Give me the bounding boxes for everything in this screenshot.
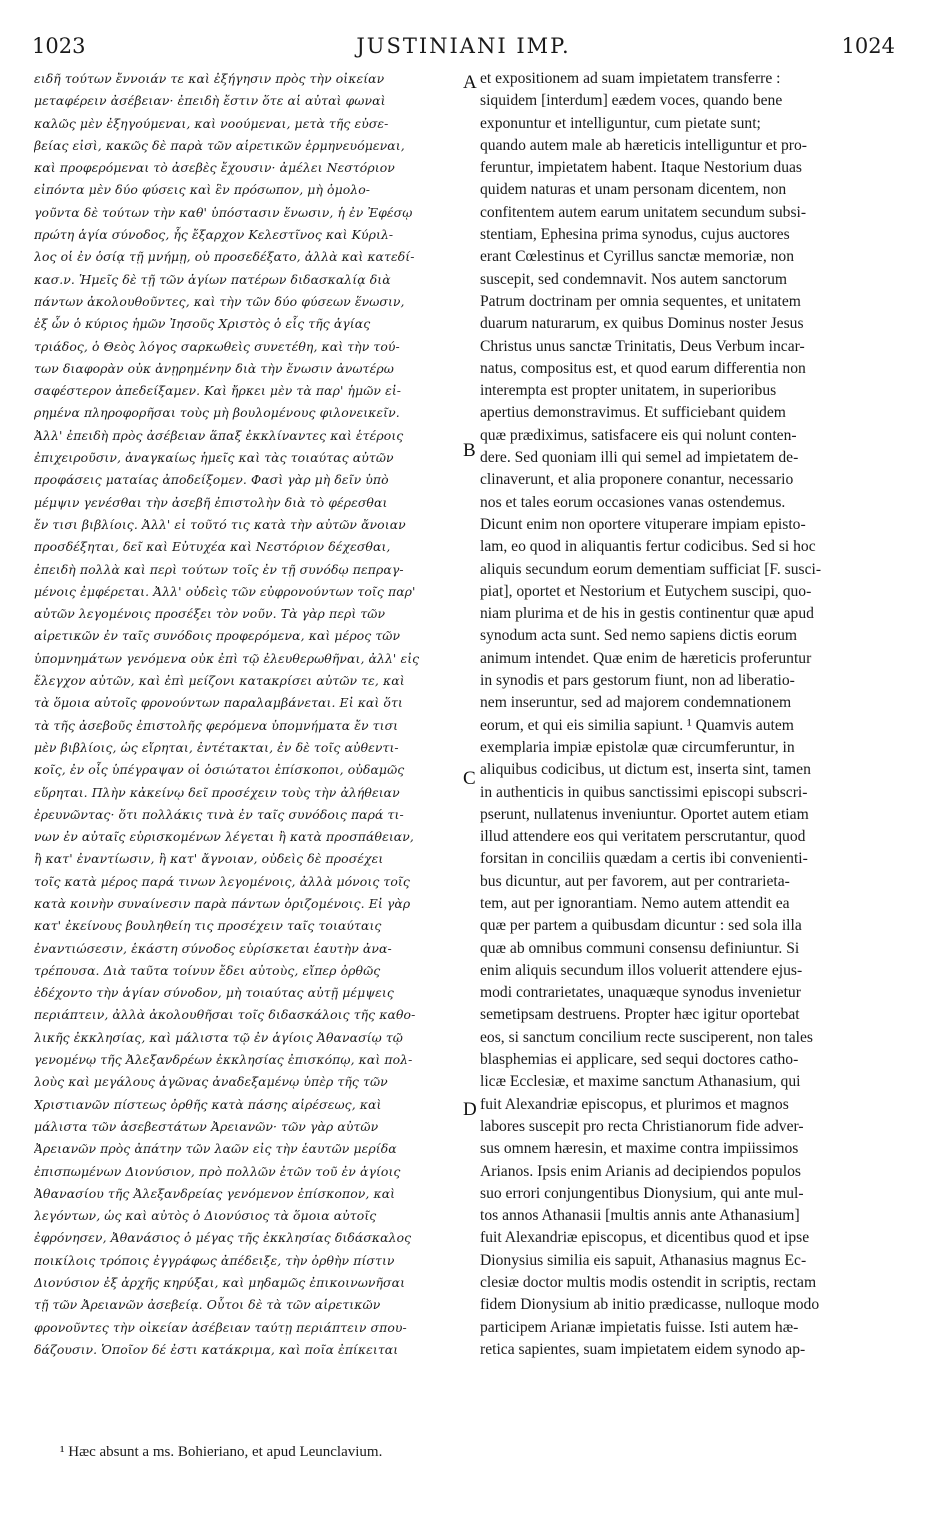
greek-text-line: ἐδέχοντο τὴν ἁγίαν σύνοδον, μὴ τοιαύτας αὐτῇ μέμψεις	[34, 985, 394, 1001]
footnote: ¹ Hæc absunt a ms. Bohieriano, et apud Leunclavium.	[60, 1444, 383, 1460]
latin-text-line: fuit Alexandriæ episcopus, et plurimos et magnos	[480, 1095, 789, 1113]
latin-text-line: pserunt, nullatenus inveniuntur. Oportet autem etiam	[480, 805, 809, 823]
greek-text-line: ἐφρόνησεν, Ἀθανάσιος ὁ μέγας τῆς ἐκκλησίας διδάσκαλος	[34, 1230, 412, 1246]
latin-text-line: aliquibus codicibus, ut dictum est, inserta sint, tamen	[480, 761, 811, 779]
latin-text-line: suscepit, sed condemnavit. Nos autem sanctorum	[480, 270, 788, 288]
greek-text-line: ἐξ ὧν ὁ κύριος ἡμῶν Ἰησοῦς Χριστὸς ὁ εἷς τῆς ἁγίας	[34, 316, 371, 332]
latin-text-line: fuit Alexandriæ episcopus, et dicentibus quod et ipse	[480, 1229, 810, 1247]
latin-text-line: duarum naturarum, ex quibus Dominus noster Jesus	[480, 315, 804, 333]
greek-text-line: αἱρετικῶν ἐν ταῖς συνόδοις προφερόμενα, καὶ μέρος τῶν	[34, 628, 401, 644]
greek-text-line: κοῖς, ἐν οἷς ὑπέγραψαν οἱ ὁσιώτατοι ἐπίσκοποι, οὐδαμῶς	[34, 762, 405, 778]
greek-text-line: τῇ τῶν Ἀρειανῶν ἀσεβείᾳ. Οὗτοι δὲ τὰ τῶν αἱρετικῶν	[34, 1297, 381, 1313]
greek-text-line: εὕρηται. Πλὴν κἀκείνῳ δεῖ προσέχειν τοὺς τὴν ἀλήθειαν	[34, 784, 400, 800]
latin-text-line: clinaverunt, et alia proponere conantur, necessario	[480, 471, 794, 489]
greek-text-line: πρώτη ἁγία σύνοδος, ἧς ἔξαρχον Κελεστῖνος καὶ Κύριλ-	[34, 227, 394, 243]
greek-text-line: καὶ προφερόμεναι τὸ ἀσεβὲς ἔχουσιν· ἀμέλει Νεστόριον	[34, 160, 395, 176]
latin-text-line: natus, compositus est, et quod earum differentia non	[480, 359, 806, 377]
latin-text-line: semetipsam destruens. Propter hæc igitur oportebat	[480, 1006, 800, 1024]
greek-column	[34, 68, 459, 1361]
latin-text-line: labores suscepit pro recta Christianorum fide adver-	[480, 1117, 804, 1135]
latin-text-line: tos annos Athanasii [multis annis ante Athanasium]	[480, 1207, 800, 1225]
greek-text-line: δάζουσιν. Ὁποῖον δέ ἐστι κατάκριμα, καὶ ποῖα ἐπίκειται	[34, 1341, 399, 1357]
latin-text-line: et expositionem ad suam impietatem transferre :	[480, 70, 781, 87]
greek-text-line: προφάσεις ματαίας ἀποδείξομεν. Φασὶ γὰρ μὴ δεῖν ὑπὸ	[34, 472, 389, 488]
greek-text-line: αὐτῶν λεγομένοις προσέξει τὸν νοῦν. Τὰ γὰρ περὶ τῶν	[34, 606, 386, 622]
latin-text-line: Dicunt enim non oportere vituperare impiam episto-	[480, 515, 806, 533]
section-marker-d: D	[463, 1099, 477, 1120]
latin-text-line: sus omnem hæresin, et maxime contra impiissimos	[480, 1140, 799, 1158]
greek-text-line: τὰ ὅμοια αὐτοῖς φρονούντων παραλαμβάνεται. Εἰ καὶ ὅτι	[34, 695, 403, 711]
greek-text-line: ειδῆ τούτων ἔννοιάν τε καὶ ἐξήγησιν πρὸς τὴν οἰκείαν	[34, 71, 385, 86]
greek-text-line: κατ' ἐκείνους βουληθείη τις προσέχειν ταῖς τοιαύταις	[34, 918, 382, 934]
greek-text-line: πάντων ἀκολουθοῦντες, καὶ τὴν τῶν δύο φύσεων ἕνωσιν,	[34, 293, 405, 309]
latin-text-line: synodum acta sunt. Sed nemo sapiens dictis eorum	[480, 627, 798, 645]
latin-text-line: exemplaria impiæ epistolæ quæ circumferuntur, in	[480, 738, 795, 756]
latin-text-line: niam plurima et de his in gestis continentur quæ apud	[480, 605, 814, 623]
greek-text-line: ρημένα πληροφορῆσαι τοὺς μὴ βουλομένους φιλονεικεῖν.	[34, 405, 400, 421]
latin-text-line: illud attendere eos qui veritatem perscrutantur, quod	[480, 828, 806, 846]
greek-text-line: τοῖς κατὰ μέρος παρά τινων λεγομένοις, ἀλλὰ μόνοις τοῖς	[34, 873, 410, 889]
latin-text-line: forsitan in conciliis quædam a certis ibi convenienti-	[480, 850, 808, 868]
greek-text-line: νων ἐν αὐταῖς εὑρισκομένων λέγεται ἢ κατὰ προσπάθειαν,	[34, 829, 414, 845]
greek-text-line: Ἀρειανῶν πρὸς ἀπάτην τῶν λαῶν εἰς τὴν ἑαυτῶν μερίδα	[34, 1141, 397, 1157]
section-marker-a: A	[463, 72, 477, 93]
latin-text-line: interempta est propter unitatem, in superioribus	[480, 382, 777, 400]
greek-text-line: τρέπουσα. Διὰ ταῦτα τοίνυν ἔδει αὐτοὺς, εἴπερ ὀρθῶς	[34, 962, 381, 978]
greek-text-line: ὑπομνημάτων γενόμενα οὐκ ἐπὶ τῷ ἐλευθερωθῆναι, ἀλλ' εἰς	[34, 650, 420, 666]
column-number-left: 1023	[32, 34, 86, 58]
section-marker-c: C	[463, 768, 476, 789]
greek-text-line: ἐρευνῶντας· ὅτι πολλάκις τινὰ ἐν ταῖς συνόδοις παρά τι-	[34, 806, 404, 822]
latin-text-line: Arianos. Ipsis enim Arianis ad decipiendos populos	[480, 1162, 801, 1180]
latin-text-line: quando autem male ab hæreticis intelliguntur et pro-	[480, 136, 807, 154]
latin-text-line: in synodis et pars gestorum fiunt, non ad liberatio-	[480, 672, 795, 690]
latin-text-line: Patrum doctrinam per omnia sequentes, et unitatem	[480, 292, 801, 310]
greek-text-line: ἐναντιώσεσιν, ἑκάστη σύνοδος εὑρίσκεται ἑαυτὴν ἀνα-	[34, 940, 392, 956]
greek-text-line: μὲν βιβλίοις, ὡς εἴρηται, ἐντέτακται, ἐν δὲ τοῖς αὐθεντι-	[34, 739, 399, 755]
latin-text-line: participem Arianæ impietatis fuisse. Isti autem hæ-	[480, 1318, 799, 1336]
latin-text-line: suo errori conjungentibus Dionysium, qui ante mul-	[480, 1184, 804, 1202]
greek-text-line: γενομένῳ τῆς Ἀλεξανδρέων ἐκκλησίας ἐπισκόπῳ, καὶ πολ-	[34, 1052, 413, 1068]
greek-text-line: μάλιστα τῶν ἀσεβεστάτων Ἀρειανῶν· τῶν γὰρ αὐτῶν	[34, 1118, 379, 1134]
latin-text-line: quæ ab omnibus communi consensu definiuntur. Si	[480, 939, 800, 957]
latin-text-line: in authenticis in quibus sanctissimi episcopi subscri-	[480, 783, 808, 801]
running-title: JUSTINIANI IMP.	[356, 34, 571, 58]
greek-text-line: λικῆς ἐκκλησίας, καὶ μάλιστα τῷ ἐν ἁγίοις Ἀθανασίῳ τῷ	[34, 1029, 403, 1045]
greek-text-line: κασ.ν. Ἡμεῖς δὲ τῇ τῶν ἁγίων πατέρων διδασκαλίᾳ διὰ	[34, 271, 391, 287]
greek-text-line: μέμψιν γενέσθαι τὴν ἀσεβῆ ἐπιστολὴν διὰ τὸ φέρεσθαι	[34, 494, 388, 510]
latin-text-line: blasphemias ei applicare, sed sequi doctores catho-	[480, 1051, 799, 1069]
latin-text-line: bus dicuntur, aut per favorem, aut per contrarieta-	[480, 872, 790, 890]
latin-text-line: dere. Sed quoniam illi qui semel ad impietatem de-	[480, 449, 799, 467]
greek-text-line: εἰπόντα μὲν δύο φύσεις καὶ ἓν πρόσωπον, μὴ ὁμολο-	[34, 182, 371, 198]
latin-text-line: apertius demonstravimus. Et sufficiebant quidem	[480, 404, 786, 422]
greek-text-line: Ἀλλ' ἐπειδὴ πρὸς ἀσέβειαν ἅπαξ ἐκκλίναντες καὶ ἑτέροις	[34, 427, 404, 443]
page-header	[32, 34, 895, 64]
section-marker-b: B	[463, 440, 476, 461]
greek-text-line: ἔλεγχον αὐτῶν, καὶ ἐπὶ μείζονι κατακρίσει αὐτῶν τε, καὶ	[34, 673, 405, 689]
latin-text-line: tem, aut per ignorantiam. Nemo autem attendit ea	[480, 894, 790, 912]
greek-text-line: λοὺς καὶ μεγάλους ἀγῶνας ἀναδεξαμένῳ ὑπὲρ τῆς τῶν	[34, 1074, 388, 1090]
latin-text-line: exponuntur et intelliguntur, cum pietate sunt;	[480, 114, 761, 132]
greek-text-line: λος οἱ ἐν ὁσίᾳ τῇ μνήμῃ, οὐ προσεδέξατο, ἀλλὰ καὶ κατεδί-	[34, 249, 415, 265]
latin-text-line: enim aliquis secundum illos voluerit attendere ejus-	[480, 961, 803, 979]
greek-text-line: γοῦντα δὲ τούτων τὴν καθ' ὑπόστασιν ἕνωσιν, ἡ ἐν Ἐφέσῳ	[34, 204, 413, 220]
latin-text-line: fidem Dionysium ab initio prædicasse, nulloque modo	[480, 1296, 820, 1314]
greek-text-line: ἐπιχειροῦσιν, ἀναγκαίως ἡμεῖς καὶ τὰς τοιαύτας αὐτῶν	[34, 450, 394, 466]
greek-text-line: ἢ κατ' ἐναντίωσιν, ἢ κατ' ἄγνοιαν, οὐδεὶς δὲ προσέχει	[34, 851, 384, 867]
column-number-right: 1024	[841, 34, 895, 58]
latin-text-line: stentiam, Ephesina prima synodus, cujus auctores	[480, 226, 790, 244]
greek-text-line: βείας εἰσὶ, κακῶς δὲ παρὰ τῶν αἱρετικῶν ἑρμηνευόμεναι,	[34, 137, 405, 153]
latin-text-line: Christus unus sanctæ Trinitatis, Deus Verbum incar-	[480, 337, 805, 355]
greek-text-line: φρονοῦντες τὴν οἰκείαν ἀσέβειαν ταύτῃ περιάπτειν σπου-	[34, 1319, 407, 1335]
greek-text-line: περιάπτειν, ἀλλὰ ἀκολουθῆσαι τοῖς διδασκάλοις τῆς καθο-	[34, 1007, 416, 1023]
greek-text-line: Διονύσιον ἐξ ἀρχῆς κηρύξαι, καὶ μηδαμῶς ἐπικοινωνῆσαι	[34, 1275, 406, 1291]
latin-text-line: aliquis secundum eorum dementiam sufficiat [F. susci-	[480, 560, 822, 578]
latin-text-line: nem inseruntur, sed ad majorem condemnationem	[480, 694, 792, 712]
latin-text-line: modi contrarietates, unaquæque synodus invenietur	[480, 984, 801, 1002]
latin-text-line: quæ per partem a quibusdam dicuntur : sed sola illa	[480, 917, 802, 935]
latin-text-line: quæ prædiximus, satisfacere eis qui nolunt conten-	[480, 426, 797, 444]
greek-text-line: μεταφέρειν ἀσέβειαν· ἐπειδὴ ἔστιν ὅτε αἱ αὐταὶ φωναὶ	[34, 93, 386, 109]
latin-text-line: confitentem autem earum unitatem secundum subsi-	[480, 203, 807, 221]
latin-text-line: retica sapientes, suam impietatem eidem synodo ap-	[480, 1340, 806, 1358]
greek-text-line: Ἀθανασίου τῆς Ἀλεξανδρείας γενόμενον ἐπίσκοπον, καὶ	[34, 1185, 396, 1201]
latin-text-line: licæ Ecclesiæ, et maxime sanctum Athanasium, qui	[480, 1073, 801, 1091]
latin-text-line: quidem naturas et unam personam dicentem, non	[480, 181, 787, 199]
greek-text-line: κατὰ κοινὴν συναίνεσιν παρὰ πάντων ὁριζομένοις. Εἰ γὰρ	[34, 895, 411, 911]
latin-text-line: lam, eo quod in aliquantis fertur codicibus. Sed si hoc	[480, 538, 816, 556]
latin-text-line: Dionysius similia eis sapuit, Athanasius magnus Ec-	[480, 1251, 807, 1269]
latin-column	[480, 68, 898, 1361]
latin-text-line: erant Cœlestinus et Cyrillus sanctæ memoriæ, non	[480, 248, 795, 266]
greek-text-line: των διαφορὰν οὐκ ἀνῃρημένην διὰ τὴν ἕνωσιν ἀνωτέρω	[34, 360, 394, 376]
latin-text-line: animum intendet. Quæ enim de hæreticis proferuntur	[480, 649, 812, 667]
greek-text-line: ἐπισπωμένων Διονύσιον, πρὸ πολλῶν ἐτῶν τοῦ ἐν ἁγίοις	[34, 1163, 401, 1179]
greek-text-line: λεγόντων, ὡς καὶ αὐτὸς ὁ Διονύσιος τὰ ὅμοια αὐτοῖς	[34, 1208, 377, 1224]
latin-text-line: eos, si sanctum concilium recte susciperent, non tales	[480, 1028, 814, 1046]
greek-text-line: ποικίλοις τρόποις ἐγγράφως ἀπέδειξε, τὴν ὀρθὴν πίστιν	[34, 1252, 395, 1268]
latin-text-line: piat], oportet et Nestorium et Eutychem suscipi, quo-	[480, 582, 812, 600]
latin-text-line: nos et tales eorum occasiones vanas ostendemus.	[480, 493, 786, 511]
greek-text-line: ἔν τισι βιβλίοις. Ἀλλ' εἰ τοῦτό τις κατὰ τὴν αὐτῶν ἄνοιαν	[34, 516, 406, 532]
greek-text-line: Χριστιανῶν πίστεως ὀρθῆς κατὰ πάσης αἱρέσεως, καὶ	[34, 1096, 382, 1112]
greek-text-line: τὰ τῆς ἀσεβοῦς ἐπιστολῆς φερόμενα ὑπομνήματα ἔν τισι	[34, 717, 399, 733]
greek-text-line: προσδέξηται, δεῖ καὶ Εὐτυχέα καὶ Νεστόριον δέχεσθαι,	[34, 539, 391, 555]
greek-text-line: ἐπειδὴ πολλὰ καὶ περὶ τούτων τοῖς ἐν τῇ συνόδῳ πεπραγ-	[34, 561, 404, 577]
greek-text-line: τριάδος, ὁ Θεὸς λόγος σαρκωθεὶς συνετέθη, καὶ τὴν τού-	[34, 338, 400, 354]
latin-text-line: siquidem [interdum] eædem voces, quando bene	[480, 92, 783, 110]
greek-text-line: σαφέστερον ἀπεδείξαμεν. Καὶ ἤρκει μὲν τὰ παρ' ἡμῶν εἰ-	[34, 383, 402, 399]
latin-text-line: clesiæ doctor multis modis ostendit in scriptis, rectam	[480, 1274, 817, 1292]
latin-text-line: feruntur, impietatem habent. Itaque Nestorium duas	[480, 159, 802, 177]
greek-text-line: μένοις ἐμφέρεται. Ἀλλ' οὐδεὶς τῶν εὐφρονούντων τοῖς παρ'	[34, 583, 416, 599]
latin-text-line: eorum, et qui eis similia sapiunt. ¹ Quamvis autem	[480, 716, 794, 734]
greek-text-line: καλῶς μὲν ἐξηγούμεναι, καὶ νοούμεναι, μετὰ τῆς εὐσε-	[34, 115, 389, 131]
